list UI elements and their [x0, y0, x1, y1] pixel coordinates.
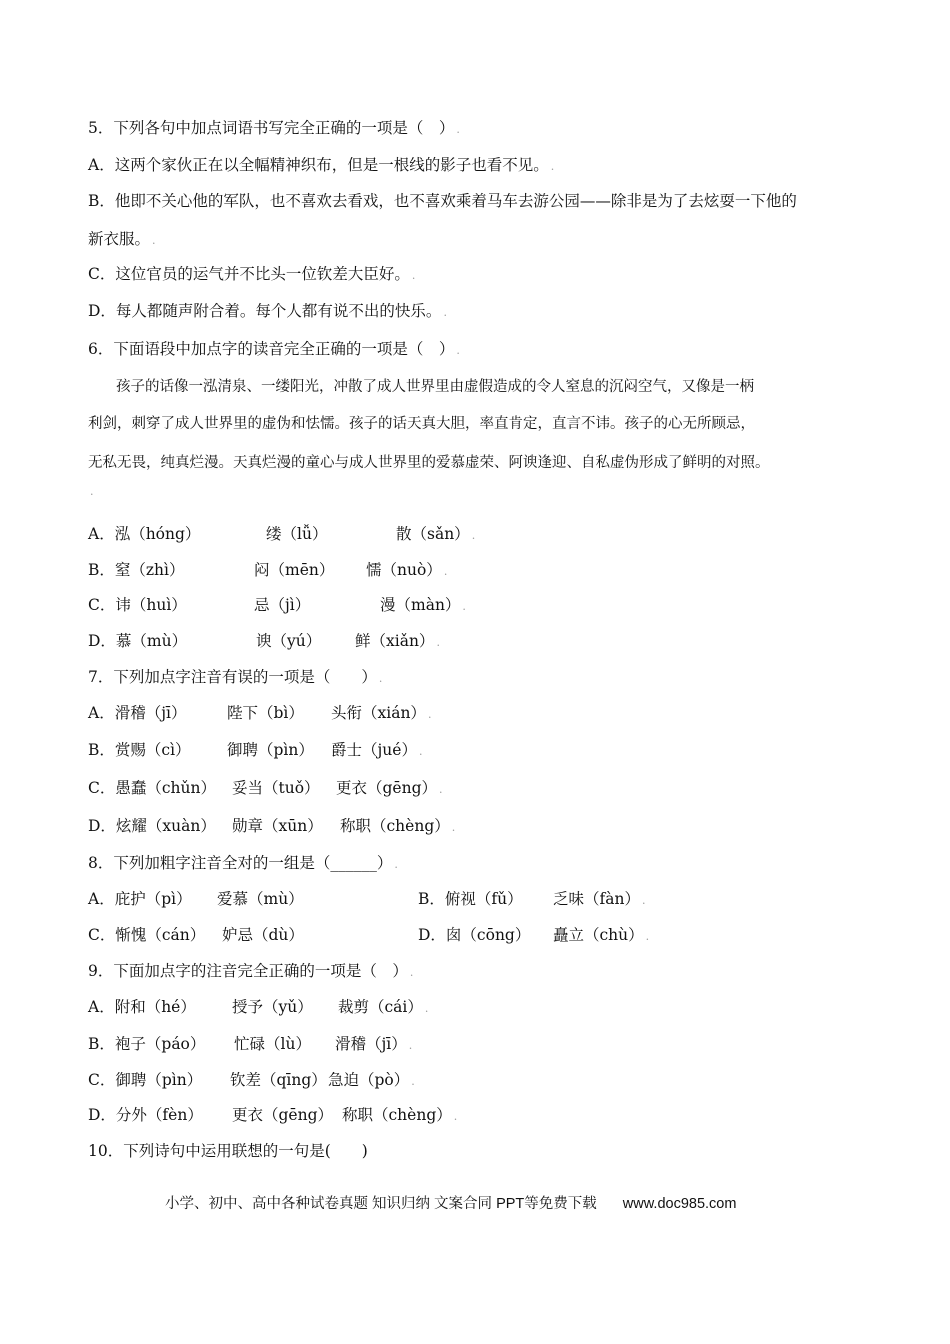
q8-options-ab: A．庇护（pì） 爱慕（mù） B．俯视（fǔ） 乏味（fàn） .: [88, 890, 646, 908]
q6-option-c: C．讳（huì） 忌（jì） 漫（màn） .: [88, 596, 466, 614]
q7-stem: 7．下列加点字注音有误的一项是（ ） .: [88, 668, 383, 686]
q9-option-a: A．附和（hé） 授予（yǔ） 裁剪（cái） .: [88, 998, 429, 1016]
footer-text: 小学、初中、高中各种试卷真题 知识归纳 文案合同 PPT等免费下载: [165, 1196, 597, 1212]
q6-option-a: A．泓（hóng） 缕（lǚ） 散（sǎn） .: [88, 525, 476, 543]
q5-stem: 5．下列各句中加点词语书写完全正确的一项是（ ） .: [88, 119, 460, 137]
q6-option-b: B．窒（zhì） 闷（mēn） 懦（nuò） .: [88, 561, 448, 579]
q9-stem: 9．下面加点字的注音完全正确的一项是（ ） .: [88, 962, 414, 980]
q7-option-c: C．愚蠢（chǔn） 妥当（tuǒ） 更衣（gēng） .: [88, 779, 443, 797]
q6-option-d: D．慕（mù） 谀（yú） 鲜（xiǎn） .: [88, 632, 440, 650]
q7-option-d: D．炫耀（xuàn） 勋章（xūn） 称职（chèng） .: [88, 817, 456, 835]
q5-option-b-line1: B．他即不关心他的军队，也不喜欢去看戏，也不喜欢乘着马车去游公园——除非是为了去炫耍一下他的: [88, 192, 797, 210]
q8-options-cd: C．惭愧（cán） 妒忌（dù） D．囱（cōng） 矗立（chù） .: [88, 926, 650, 944]
q9-option-c: C．御聘（pìn） 钦差（qīng）急迫（pò） .: [88, 1071, 415, 1089]
q7-option-a: A．滑稽（jī） 陛下（bì） 头衔（xián） .: [88, 704, 432, 722]
q6-passage-line2: 利剑，刺穿了成人世界里的虚伪和怯懦。孩子的话天真大胆，率直肯定，直言不讳。孩子的心无所顾忌，: [88, 416, 755, 432]
q8-stem: 8．下列加粗字注音全对的一组是（______） .: [88, 854, 398, 872]
q6-passage-line3: 无私无畏，纯真烂漫。天真烂漫的童心与成人世界里的爱慕虚荣、阿谀逢迎、自私虚伪形成了鲜明的对照。: [88, 455, 770, 471]
q10-stem: 10．下列诗句中运用联想的一句是( ): [88, 1142, 368, 1160]
q6-passage-line1: 孩子的话像一泓清泉、一缕阳光，冲散了成人世界里由虚假造成的令人窒息的沉闷空气，又像是一柄: [116, 379, 754, 395]
q5-option-a: A．这两个家伙正在以全幅精神织布，但是一根线的影子也看不见。 .: [88, 156, 555, 174]
q7-option-b: B．赏赐（cì） 御聘（pìn） 爵士（jué） .: [88, 741, 423, 759]
q6-stem: 6．下面语段中加点字的读音完全正确的一项是（ ） .: [88, 340, 460, 358]
q6-passage-end-mark: .: [90, 485, 94, 498]
q5-option-d: D．每人都随声附合着。每个人都有说不出的快乐。 .: [88, 302, 447, 320]
q5-option-c: C．这位官员的运气并不比头一位钦差大臣好。 .: [88, 265, 416, 283]
page-footer: [165, 1192, 736, 1213]
footer-site-link[interactable]: www.doc985.com: [622, 1196, 737, 1212]
q9-option-b: B．袍子（páo） 忙碌（lù） 滑稽（jī） .: [88, 1035, 413, 1053]
q9-option-d: D．分外（fèn） 更衣（gēng） 称职（chèng） .: [88, 1106, 458, 1124]
q5-option-b-line2: 新衣服。 .: [88, 230, 156, 248]
